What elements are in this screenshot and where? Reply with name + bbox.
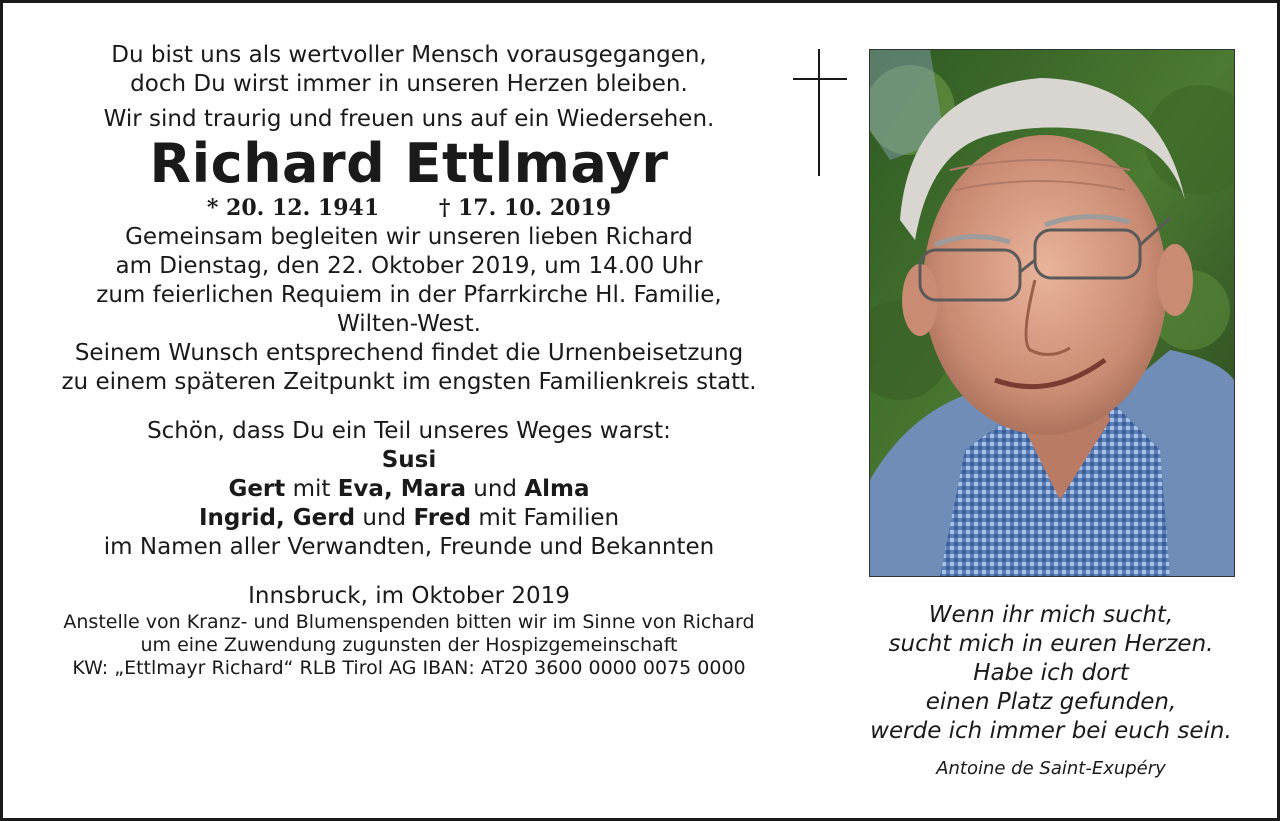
quote-line-1: Wenn ihr mich sucht, [928,602,1174,628]
connector-and: und [465,476,525,502]
portrait-illustration [870,50,1234,576]
birth-date: * 20. 12. 1941 [206,195,380,221]
ceremony-line-5: Seinem Wunsch entsprechend findet die Urnenbeisetzung [74,340,744,366]
mourners-line-ingrid [33,504,785,533]
quote-author: Antoine de Saint-Exupéry [936,758,1166,779]
ceremony-line-3: zum feierlichen Requiem in der Pfarrkirche Hl. Familie, [96,282,722,308]
donation-line-1: Anstelle von Kranz- und Blumenspenden bitten wir im Sinne von Richard [63,611,755,633]
mourner-fred: Fred [413,505,472,531]
mourners-line-gert [33,475,785,504]
place-date: Innsbruck, im Oktober 2019 [248,583,570,609]
quote-block [851,601,1251,780]
connector-families: mit Familien [471,505,620,531]
deceased-name: Richard Ettlmayr [149,132,669,195]
portrait-photo [869,49,1235,577]
mourners-intro: Schön, dass Du ein Teil unseres Weges warst: [147,418,671,444]
mourner-eva-mara: Eva, Mara [337,476,466,502]
obituary-text-column [33,41,785,680]
death-date: † 17. 10. 2019 [438,195,612,221]
quote-line-3: Habe ich dort [973,660,1129,686]
quote-line-5: werde ich immer bei euch sein. [870,718,1232,744]
ceremony-line-6: zu einem späteren Zeitpunkt im engsten Familienkreis statt. [61,369,757,395]
mourner-alma: Alma [524,476,590,502]
donation-line-3: KW: „Ettlmayr Richard“ RLB Tirol AG IBAN: AT20 3600 0000 0075 0000 [72,657,746,679]
quote-line-2: sucht mich in euren Herzen. [888,631,1214,657]
cross-vertical-bar [818,49,820,176]
mourner-ingrid-gerd: Ingrid, Gerd [198,505,356,531]
donation-line-2: um eine Zuwendung zugunsten der Hospizgemeinschaft [140,634,678,656]
mourners-all: im Namen aller Verwandten, Freunde und Bekannten [103,534,715,560]
connector-and-2: und [355,505,414,531]
quote-line-4: einen Platz gefunden, [925,689,1177,715]
intro-line-3: Wir sind traurig und freuen uns auf ein Wiedersehen. [103,106,715,132]
intro-line-1: Du bist uns als wertvoller Mensch vorausgegangen, [111,42,707,68]
ceremony-line-1: Gemeinsam begleiten wir unseren lieben Richard [125,224,693,250]
cross-horizontal-bar [793,78,847,80]
mourner-susi: Susi [381,447,437,473]
ceremony-line-4: Wilten-West. [337,311,481,337]
ceremony-line-2: am Dienstag, den 22. Oktober 2019, um 14.00 Uhr [115,253,703,279]
life-dates [33,194,785,223]
cross-icon [793,49,847,176]
connector-with: mit [285,476,338,502]
intro-line-2: doch Du wirst immer in unseren Herzen bleiben. [130,71,688,97]
mourner-gert: Gert [228,476,286,502]
